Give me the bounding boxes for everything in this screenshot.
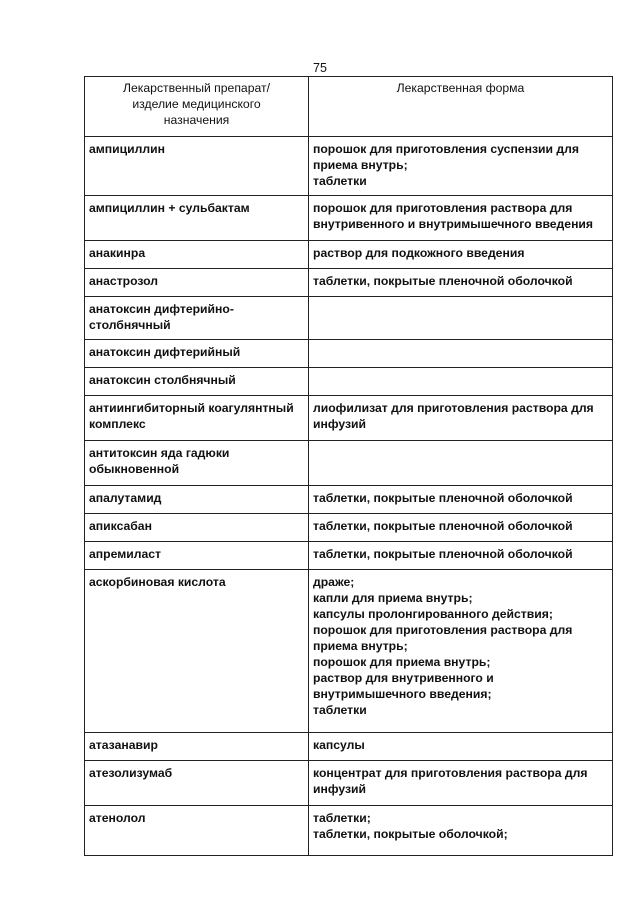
header-line: изделие медицинского (132, 97, 261, 111)
table-row (85, 570, 613, 733)
dosage-form-line: таблетки (313, 703, 367, 717)
dosage-form-cell (309, 396, 613, 441)
dosage-form-line: внутримышечного введения; (313, 687, 492, 701)
header-dosage-form: Лекарственная форма (309, 77, 613, 137)
dosage-form-line: лиофилизат для приготовления раствора для (313, 401, 594, 415)
table-row (85, 137, 613, 196)
table-row (85, 486, 613, 514)
table-row (85, 297, 613, 340)
dosage-form-cell (309, 241, 613, 269)
drug-name-cell: анакинра (85, 241, 309, 269)
drug-name-cell: анатоксин столбнячный (85, 368, 309, 396)
dosage-form-line: инфузий (313, 417, 367, 431)
drug-name-cell: аскорбиновая кислота (85, 570, 309, 733)
dosage-form-cell (309, 486, 613, 514)
dosage-form-line: приема внутрь; (313, 639, 408, 653)
dosage-form-line: таблетки, покрытые пленочной оболочкой (313, 519, 573, 533)
drug-name-cell: апиксабан (85, 514, 309, 542)
header-line: Лекарственный препарат/ (123, 81, 270, 95)
dosage-form-cell (309, 137, 613, 196)
drug-name-cell: атазанавир (85, 733, 309, 761)
table-row (85, 396, 613, 441)
dosage-form-line: капсулы пролонгированного действия; (313, 607, 553, 621)
dosage-form-line: приема внутрь; (313, 158, 408, 172)
dosage-form-line: порошок для приготовления суспензии для (313, 142, 579, 156)
dosage-form-cell (309, 340, 613, 368)
dosage-form-cell (309, 570, 613, 733)
dosage-form-cell (309, 269, 613, 297)
dosage-form-cell (309, 441, 613, 486)
drug-name-cell: антиингибиторный коагулянтный комплекс (85, 396, 309, 441)
table-row (85, 806, 613, 856)
dosage-form-cell (309, 542, 613, 570)
dosage-form-cell (309, 514, 613, 542)
header-drug-name (85, 77, 309, 137)
dosage-form-line: инфузий (313, 782, 367, 796)
drug-name-cell: анастрозол (85, 269, 309, 297)
drug-name-cell: атезолизумаб (85, 761, 309, 806)
dosage-form-line: таблетки, покрытые пленочной оболочкой (313, 274, 573, 288)
dosage-form-cell (309, 196, 613, 241)
drug-name-cell: анатоксин дифтерийный (85, 340, 309, 368)
dosage-form-cell (309, 368, 613, 396)
drug-name-cell: апремиласт (85, 542, 309, 570)
dosage-form-line: раствор для внутривенного и (313, 671, 494, 685)
table-row (85, 241, 613, 269)
dosage-form-line: порошок для приготовления раствора для (313, 201, 573, 215)
header-line: назначения (163, 113, 230, 127)
dosage-form-line: таблетки; (313, 811, 371, 825)
dosage-form-line: капли для приема внутрь; (313, 591, 473, 605)
table-row (85, 733, 613, 761)
drug-table (84, 76, 613, 856)
dosage-form-line: таблетки, покрытые оболочкой; (313, 827, 508, 841)
table-row (85, 368, 613, 396)
table-header-row (85, 77, 613, 137)
dosage-form-line: порошок для приготовления раствора для (313, 623, 573, 637)
drug-name-cell: ампициллин + сульбактам (85, 196, 309, 241)
table-row (85, 761, 613, 806)
table-body (85, 137, 613, 856)
dosage-form-line: таблетки, покрытые пленочной оболочкой (313, 547, 573, 561)
table-row (85, 542, 613, 570)
page-number: 75 (313, 61, 327, 75)
drug-name-cell: атенолол (85, 806, 309, 856)
dosage-form-cell (309, 806, 613, 856)
table-row (85, 514, 613, 542)
table-row (85, 441, 613, 486)
table-row (85, 196, 613, 241)
dosage-form-cell (309, 733, 613, 761)
drug-name-cell: апалутамид (85, 486, 309, 514)
dosage-form-line: драже; (313, 575, 355, 589)
dosage-form-cell (309, 761, 613, 806)
table-row (85, 269, 613, 297)
dosage-form-line: порошок для приема внутрь; (313, 655, 491, 669)
dosage-form-line: внутривенного и внутримышечного введения (313, 217, 594, 231)
dosage-form-line: раствор для подкожного введения (313, 246, 525, 260)
dosage-form-line: таблетки, покрытые пленочной оболочкой (313, 491, 573, 505)
dosage-form-line: таблетки (313, 174, 367, 188)
table-row (85, 340, 613, 368)
dosage-form-cell (309, 297, 613, 340)
drug-name-cell: антитоксин яда гадюки обыкновенной (85, 441, 309, 486)
drug-name-cell: анатоксин дифтерийно-столбнячный (85, 297, 309, 340)
dosage-form-line: капсулы (313, 738, 365, 752)
drug-name-cell: ампициллин (85, 137, 309, 196)
dosage-form-line: концентрат для приготовления раствора для (313, 766, 588, 780)
